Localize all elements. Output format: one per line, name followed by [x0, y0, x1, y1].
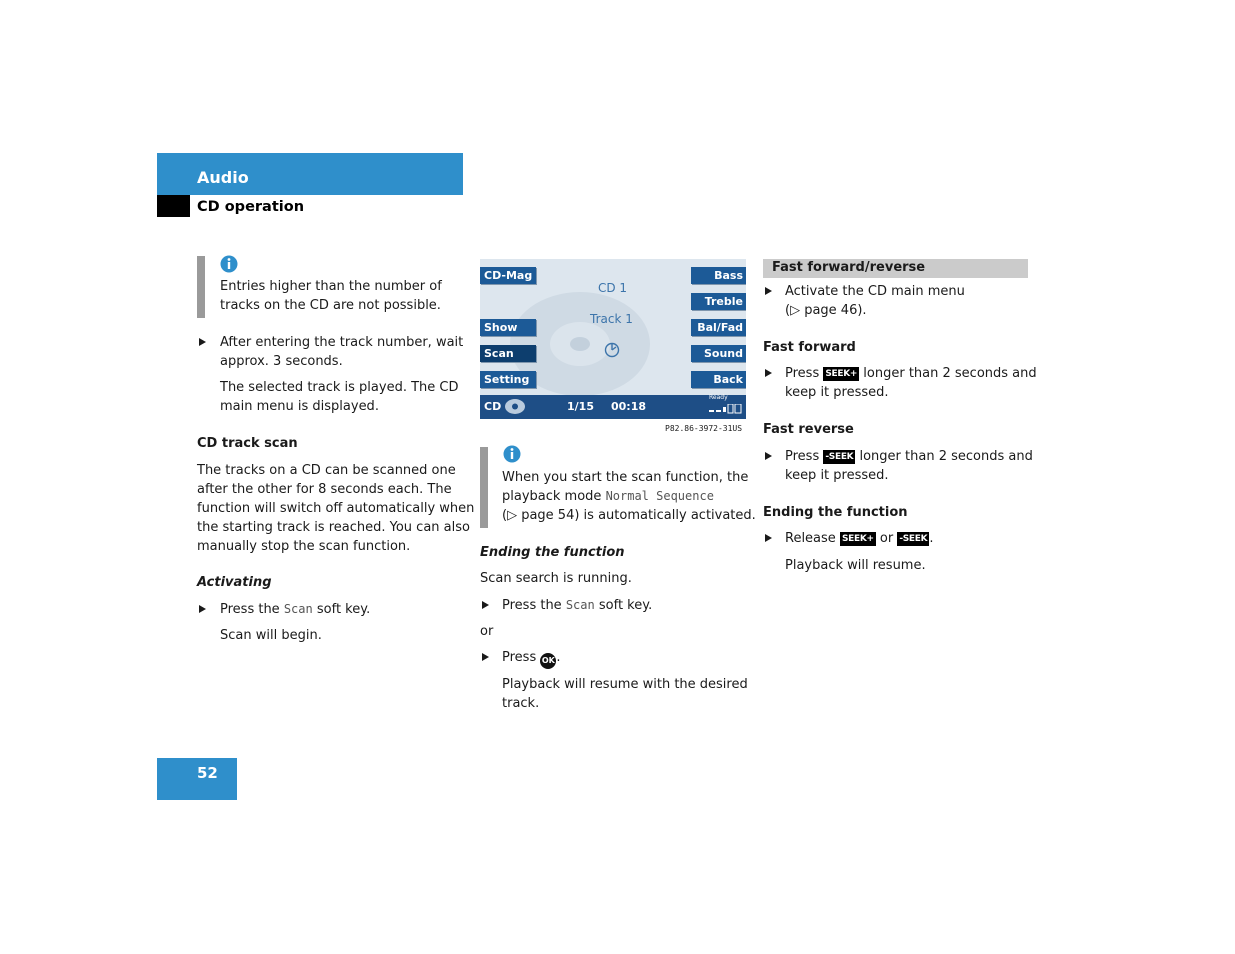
softkey-bass[interactable]: Bass [691, 267, 746, 284]
track-count: 1/15 [567, 400, 594, 413]
step-fast-reverse: Press -SEEK longer than 2 seconds and keep it pressed. [785, 449, 1033, 483]
signal-icon [709, 404, 743, 414]
heading-ending-function: Ending the function [480, 545, 625, 560]
bullet-icon [765, 287, 772, 295]
info-icon [220, 255, 238, 273]
info-bar [197, 256, 205, 318]
bullet-icon [765, 452, 772, 460]
bullet-icon [199, 338, 206, 346]
scan-description: The tracks on a CD can be scanned one after the other for 8 seconds each. The function will switch off automatically when the starting track is reached. You can also manually stop the scan function. [197, 463, 475, 554]
softkey-scan[interactable]: Scan [480, 345, 536, 362]
softkey-setting[interactable]: Setting [480, 371, 536, 388]
seek-reverse-key-icon: -SEEK [899, 534, 928, 544]
status-ready: Ready [709, 394, 728, 401]
info-bar [480, 447, 488, 528]
heading-ending-function-3: Ending the function [763, 505, 908, 520]
bullet-icon [482, 653, 489, 661]
cd-icon [504, 398, 526, 415]
step-wait: After entering the track number, wait approx. 3 seconds. [220, 335, 464, 369]
softkey-bal-fad[interactable]: Bal/Fad [691, 319, 746, 336]
step-result: The selected track is played. The CD main menu is displayed. [220, 380, 459, 414]
heading-cd-track-scan: CD track scan [197, 436, 298, 451]
subsection-marker [157, 195, 190, 217]
display-status-bar [480, 395, 746, 419]
info-icon [503, 445, 521, 463]
seek-forward-key-icon: SEEK+ [841, 534, 874, 544]
subsection-title: CD operation [197, 199, 305, 215]
info-note-scan: When you start the scan function, the playback mode Normal Sequence (▷ page 54) is automatically activated. [502, 470, 756, 523]
softkey-sound[interactable]: Sound [691, 345, 746, 362]
display-track-number: Track 1 [590, 312, 633, 326]
step-activate-menu: Activate the CD main menu (▷ page 46). [785, 284, 965, 318]
heading-fast-reverse: Fast reverse [763, 422, 854, 437]
bullet-icon [199, 605, 206, 613]
resume-result: Playback will resume with the desired track. [502, 677, 748, 711]
playback-resume-text: Playback will resume. [785, 558, 926, 573]
info-note: Entries higher than the number of tracks on the CD are not possible. [220, 279, 442, 313]
step-press-scan: Press the Scan soft key. [220, 602, 371, 617]
bullet-icon [482, 601, 489, 609]
source-label: CD [484, 400, 502, 413]
fast-forward-reverse-title: Fast forward/reverse [772, 260, 926, 275]
step-press-scan-stop: Press the Scan soft key. [502, 598, 653, 613]
heading-fast-forward: Fast forward [763, 340, 856, 355]
scan-begin-result: Scan will begin. [220, 628, 322, 643]
page-number: 52 [197, 764, 218, 782]
seek-reverse-key-icon: -SEEK [825, 452, 854, 462]
display-cd-number: CD 1 [598, 281, 628, 295]
step-fast-forward: Press SEEK+ longer than 2 seconds and keep it pressed. [785, 366, 1037, 400]
step-release-keys: Release SEEK+ or -SEEK . [785, 531, 934, 546]
bullet-icon [765, 534, 772, 542]
figure-caption: P82.86-3972-31US [665, 424, 743, 433]
step-press-ok: Press OK . [502, 648, 561, 669]
section-title: Audio [197, 168, 249, 187]
scan-running-text: Scan search is running. [480, 571, 632, 586]
scan-progress-icon [604, 342, 620, 358]
ok-button-icon: OK [540, 653, 556, 669]
elapsed-time: 00:18 [611, 400, 647, 413]
softkey-back[interactable]: Back [691, 371, 746, 388]
softkey-treble[interactable]: Treble [691, 293, 746, 310]
softkey-cd-mag[interactable]: CD-Mag [480, 267, 536, 284]
or-text: or [480, 624, 494, 639]
bullet-icon [765, 369, 772, 377]
cd-display-illustration [480, 259, 746, 419]
softkey-show[interactable]: Show [480, 319, 536, 336]
heading-activating: Activating [197, 575, 272, 590]
seek-forward-key-icon: SEEK+ [825, 369, 858, 379]
